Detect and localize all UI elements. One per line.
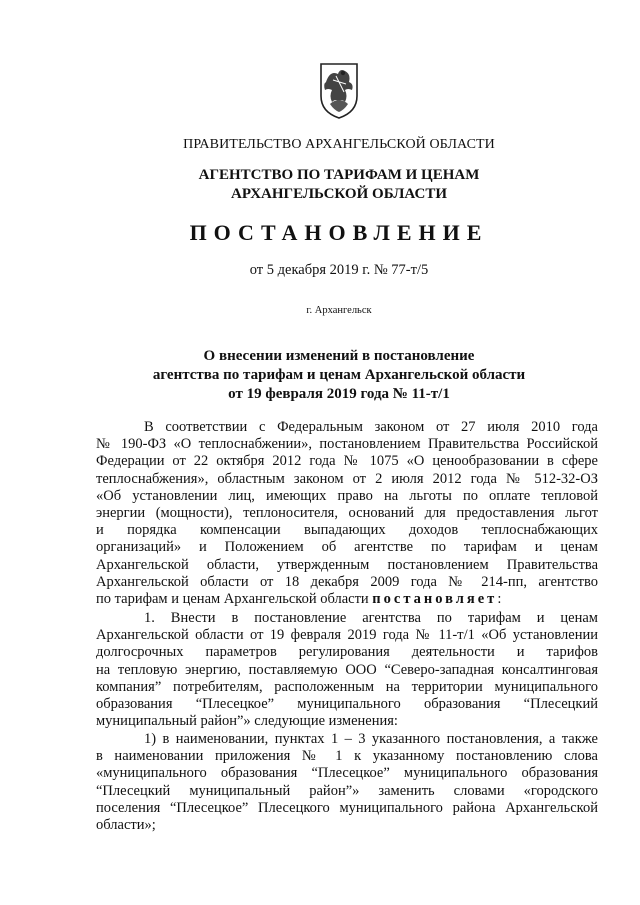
subitem-1-line: 1) в наименовании, пунктах 1 – 3 указанного постановления, а также — [144, 731, 598, 747]
preamble-line: Федерации от 22 октября 2012 года № 1075 «О ценообразовании в сфере — [96, 453, 598, 470]
coat-of-arms-icon — [318, 62, 360, 120]
preamble-line: Архангельской области, утвержденным постановлением Правительства — [96, 556, 598, 573]
preamble-line: организаций» и Положением об агентстве по тарифам и ценам — [96, 539, 598, 556]
preamble-line: № 190-ФЗ «О теплоснабжении», постановлением Правительства Российской — [96, 436, 598, 453]
preamble-final-prefix: по тарифам и ценам Архангельской области — [96, 591, 373, 608]
item-1-line: компания” потребителям, расположенным на территории муниципального — [96, 678, 598, 695]
resolves-word: постановляет — [372, 591, 498, 608]
item-1-line: на тепловую энергию, поставляемую ООО “Северо-западная консалтинговая — [96, 661, 598, 678]
date-and-number: от 5 декабря 2019 г. № 77-т/5 — [249, 262, 429, 278]
document-subject — [0, 347, 640, 404]
preamble-line: Архангельской области от 18 декабря 2009 года № 214-пп, агентство — [96, 573, 598, 590]
subject-line-1: О внесении изменений в постановление — [203, 348, 475, 364]
subitem-1-line: в наименовании приложения № 1 к указанному постановлению слова — [96, 748, 598, 765]
agency-name-line-1: АГЕНТСТВО ПО ТАРИФАМ И ЦЕНАМ — [198, 167, 480, 183]
preamble-line: теплоснабжения», областным законом от 2 июля 2012 года № 512-32-ОЗ — [96, 470, 598, 487]
government-name: ПРАВИТЕЛЬСТВО АРХАНГЕЛЬСКОЙ ОБЛАСТИ — [183, 137, 495, 152]
item-1-line: долгосрочных параметров регулирования деятельности и тарифов — [96, 644, 598, 661]
preamble-line: энергии (мощности), теплоносителя, оснований для предоставления льгот — [96, 505, 598, 522]
subitem-1-paragraph — [96, 731, 598, 834]
subject-line-2: агентства по тарифам и ценам Архангельской области — [152, 367, 526, 383]
subitem-1-line: “Плесецкий муниципальный район”» заменить словами «городского — [96, 782, 598, 799]
city-name: г. Архангельск — [306, 305, 372, 316]
item-1-paragraph — [96, 610, 598, 730]
preamble-paragraph — [96, 419, 598, 608]
item-1-line: Архангельской области от 19 февраля 2019 года № 11-т/1 «Об установлении — [96, 627, 598, 644]
item-1-line: 1. Внести в постановление агентства по тарифам и ценам — [144, 610, 598, 626]
preamble-line: и порядка компенсации выпадающих доходов теплоснабжающих — [96, 522, 598, 539]
subitem-1-last-line: области»; — [96, 817, 156, 834]
item-1-last-line: муниципальный район”» следующие изменения: — [96, 713, 398, 730]
item-1-line: образования “Плесецкое” муниципального образования “Плесецкий — [96, 696, 598, 713]
subitem-1-line: поселения “Плесецкое” Плесецкого муниципального района Архангельской — [96, 799, 598, 816]
document-type-title: ПОСТАНОВЛЕНИЕ — [189, 220, 489, 245]
preamble-final-line — [96, 591, 598, 608]
subject-line-3: от 19 февраля 2019 года № 11-т/1 — [228, 386, 450, 402]
preamble-final-suffix: : — [497, 591, 502, 608]
preamble-line: «Об установлении лиц, имеющих право на льготы по оплате тепловой — [96, 487, 598, 504]
subitem-1-line: «муниципального образования “Плесецкое” муниципального образования — [96, 765, 598, 782]
preamble-line: В соответствии с Федеральным законом от 27 июля 2010 года — [144, 419, 598, 435]
agency-name — [0, 166, 640, 204]
agency-name-line-2: АРХАНГЕЛЬСКОЙ ОБЛАСТИ — [231, 186, 447, 202]
